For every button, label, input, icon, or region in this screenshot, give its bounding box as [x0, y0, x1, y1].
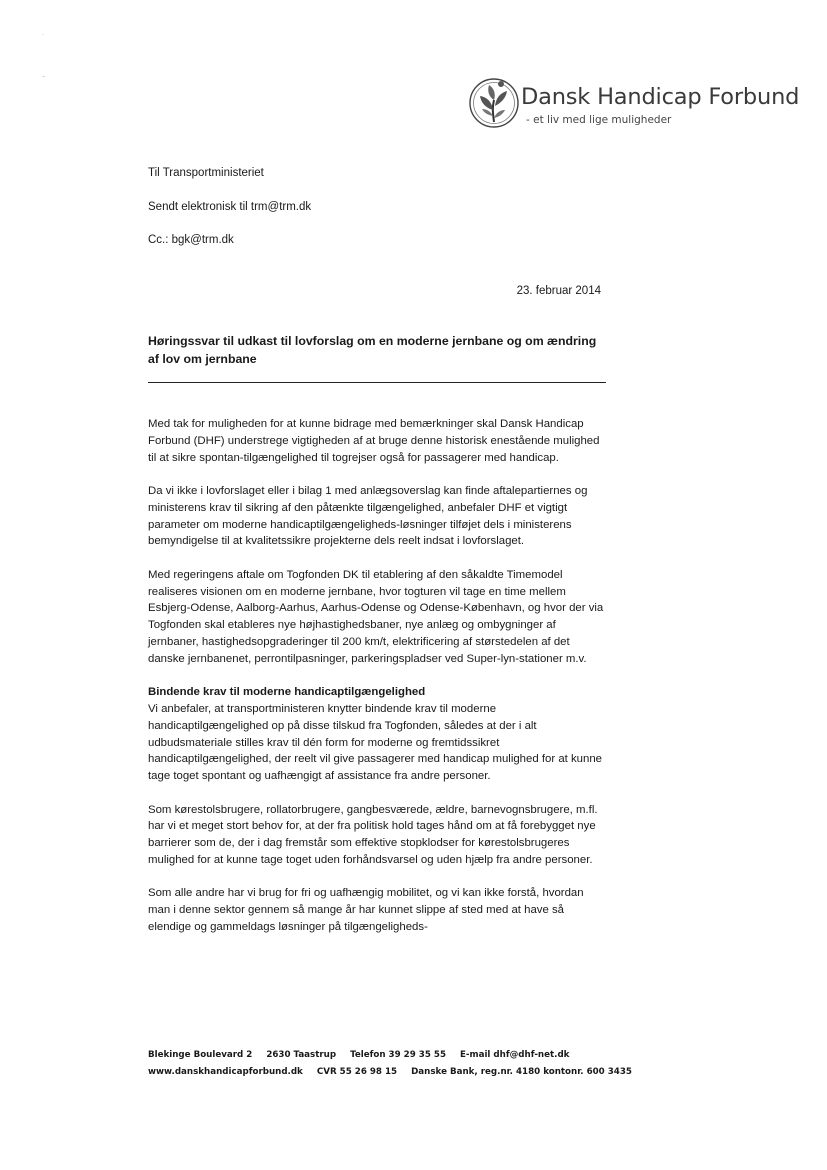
footer-contact-row — [148, 1047, 632, 1064]
recipient: Til Transportministeriet — [148, 167, 264, 179]
paragraph: Med tak for muligheden for at kunne bidrage med bemærkninger skal Dansk Handicap Forbund (DHF) understrege vigtigheden af at bruge denne historisk enestående mulighed til at sikre spontan-tilgængelighed til togrejser også for passagerer med handicap. — [148, 418, 600, 464]
footer-company-row — [148, 1064, 632, 1081]
letter-date: 23. februar 2014 — [516, 285, 601, 297]
scan-mark: - — [42, 71, 45, 81]
paragraph: Med regeringens aftale om Togfonden DK til etablering af den såkaldte Timemodel realiseres visionen om en moderne jernbane, hvor togturen vil tage en time mellem Esbjerg-Odense, Aalborg-Aarhus, Aarhus-Odense og Odense-København, og hvor der via Togfonden skal etableres nye højhastighedsbaner, nye anlæg og ombygninger af jernbaner, hastighedsopgraderinger til 200 km/t, elektrificering af størstedelen af det danske jernbanenet, perrontilpasninger, parkeringspladser ved Super-lyn-stationer m.v. — [148, 568, 604, 665]
org-logo — [468, 70, 800, 134]
footer-website: www.danskhandicapforbund.dk — [148, 1067, 303, 1077]
footer-postal: 2630 Taastrup — [266, 1050, 337, 1060]
section-heading: Bindende krav til moderne handicaptilgængelighed — [148, 686, 426, 699]
paragraph: Som kørestolsbrugere, rollatorbrugere, gangbesværede, ældre, barnevognsbrugere, m.fl. har vi et meget stort behov for, at der fra politisk hold tages hånd om at få forebygget nye barrierer som de, der i dag fremstår som effektive stopklodser for kørestolsbrugeres mulighed for at kunne tage toget uden forhåndsvarsel og uden hjælp fra andre personer. — [148, 803, 598, 866]
scan-mark: ˙ — [42, 33, 45, 43]
sent-via: Sendt elektronisk til trm@trm.dk — [148, 201, 312, 213]
section-paragraph — [148, 684, 608, 785]
paragraph: Da vi ikke i lovforslaget eller i bilag 1 med anlægsoverslag kan finde aftalepartiernes og ministerens krav til sikring af den påtænkte tilgængelighed, anbefaler DHF et vigtigt parameter om moderne handicaptilgængeligheds-løsninger tilføjet dels i ministerens bemyndigelse til at kvalitetssikre projekterne dels reelt indsat i lovforslaget. — [148, 484, 588, 548]
footer-address: Blekinge Boulevard 2 — [148, 1050, 253, 1060]
cc-line: Cc.: bgk@trm.dk — [148, 234, 234, 246]
subject-divider — [148, 382, 606, 383]
footer-bank: Danske Bank, reg.nr. 4180 kontonr. 600 3435 — [411, 1067, 632, 1077]
dhf-emblem-icon — [468, 72, 520, 132]
org-tagline: - et liv med lige muligheder — [526, 114, 672, 126]
org-name: Dansk Handicap Forbund — [521, 84, 800, 110]
footer-cvr: CVR 55 26 98 15 — [316, 1067, 398, 1077]
letter-body — [148, 416, 608, 952]
footer-email: E-mail dhf@dhf-net.dk — [459, 1050, 570, 1060]
paragraph: Som alle andre har vi brug for fri og uafhængig mobilitet, og vi kan ikke forstå, hvordan man i denne sektor gennem så mange år har kunnet slippe af sted med at have så elendige og gammeldags løsninger på tilgængeligheds- — [148, 887, 584, 933]
footer-phone: Telefon 39 29 35 55 — [350, 1050, 446, 1060]
paragraph-text: Vi anbefaler, at transportministeren knytter bindende krav til moderne handicaptilgængelighed op på disse tilskud fra Togfonden, således at der i alt udbudsmateriale stilles krav til dén form for moderne og fremtidssikret handicaptilgængelighed, der reelt vil give passagerer med handicap mulighed for at kunne tage toget spontant og uafhængigt af assistance fra andre personer. — [148, 702, 603, 783]
letter-subject: Høringssvar til udkast til lovforslag om en moderne jernbane og om ændring af lov om jernbane — [148, 334, 597, 366]
letter-footer — [148, 1047, 632, 1081]
